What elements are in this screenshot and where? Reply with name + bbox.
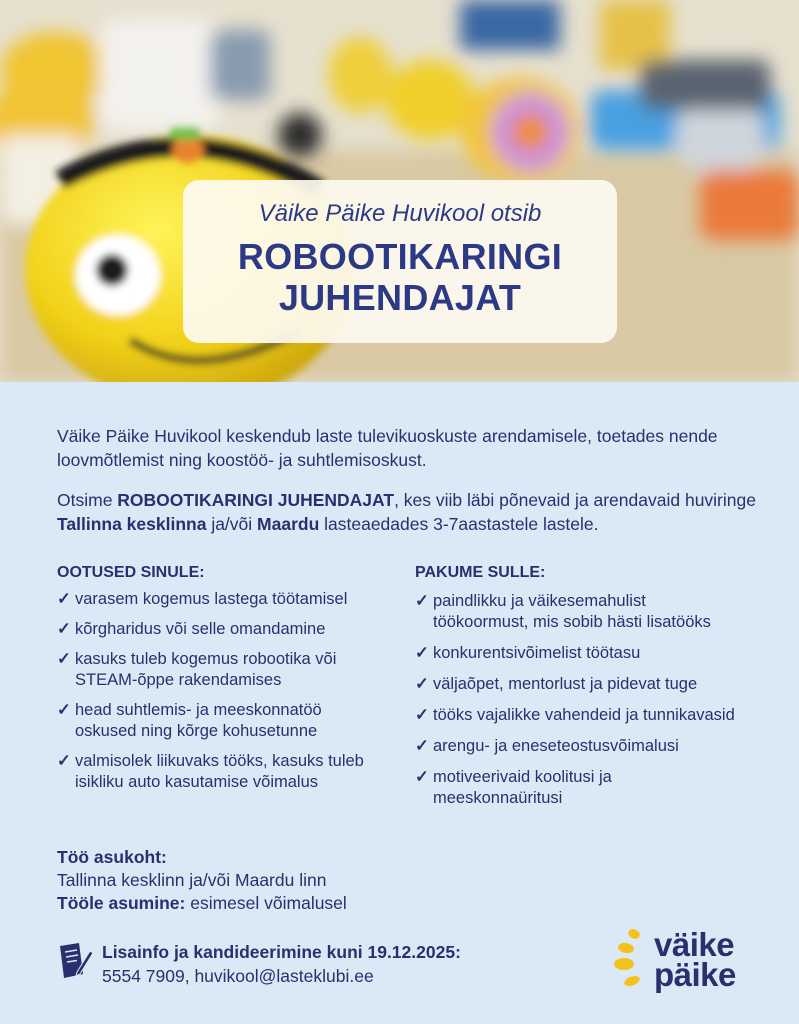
- list-item: [57, 619, 377, 640]
- check-icon: ✓: [415, 675, 429, 693]
- start-value: esimesel võimalusel: [185, 893, 347, 913]
- list-item: [57, 649, 377, 691]
- contact-text: [102, 940, 461, 988]
- expectations-section: [57, 562, 377, 802]
- intro-text-span: Otsime: [57, 490, 118, 510]
- list-item-text: valmisolek liikuvaks tööks, kasuks tuleb isikliku auto kasutamise võimalus: [75, 752, 364, 791]
- hero-subtitle: Väike Päike Huvikool otsib: [258, 200, 542, 227]
- check-icon: ✓: [415, 592, 429, 610]
- sun-rays-icon: [612, 926, 652, 992]
- offers-section: [415, 562, 735, 819]
- start-row: [57, 892, 457, 915]
- list-item-text: kasuks tuleb kogemus robootika või STEAM-õppe rakendamises: [75, 650, 337, 689]
- contact-heading: Lisainfo ja kandideerimine kuni 19.12.2025:: [102, 942, 461, 962]
- start-label: Tööle asumine:: [57, 893, 186, 913]
- check-icon: ✓: [57, 590, 71, 608]
- list-item-text: arengu- ja eneseteostusvõimalusi: [433, 737, 679, 755]
- intro-text-span: ja/või: [206, 514, 258, 534]
- list-item-text: konkurentsivõimelist töötasu: [433, 644, 641, 662]
- list-item-text: varasem kogemus lastega töötamisel: [75, 590, 348, 608]
- check-icon: ✓: [57, 752, 71, 770]
- intro-paragraph-2: [57, 488, 757, 536]
- list-item: [415, 643, 735, 664]
- check-icon: ✓: [415, 737, 429, 755]
- intro-paragraph-1: Väike Päike Huvikool keskendub laste tulevikuoskuste arendamisele, toetades nende loovmõtlemist ning koostöö- ja suhtlemisoskust.: [57, 426, 718, 470]
- document-pen-icon: [57, 942, 93, 982]
- list-item-text: motiveerivaid koolitusi ja meeskonnaüritusi: [433, 768, 612, 807]
- intro-text: [57, 424, 757, 552]
- offers-heading: PAKUME SULLE:: [415, 564, 546, 581]
- offers-list: [415, 591, 735, 809]
- check-icon: ✓: [57, 620, 71, 638]
- hero-title-line2: JUHENDAJAT: [278, 277, 522, 318]
- intro-position-name: ROBOOTIKARINGI JUHENDAJAT: [117, 490, 395, 510]
- location-label: Töö asukoht:: [57, 847, 167, 867]
- list-item-text: kõrgharidus või selle omandamine: [75, 620, 326, 638]
- hero-photo: [0, 0, 799, 382]
- check-icon: ✓: [57, 701, 71, 719]
- list-item: [415, 705, 735, 726]
- check-icon: ✓: [57, 650, 71, 668]
- list-item: [57, 700, 377, 742]
- expectations-heading: OOTUSED SINULE:: [57, 564, 205, 581]
- location-value: Tallinna kesklinn ja/või Maardu linn: [57, 870, 327, 890]
- intro-location-maardu: Maardu: [257, 514, 320, 534]
- list-item: [57, 589, 377, 610]
- intro-location-tallinn: Tallinna kesklinna: [57, 514, 207, 534]
- hero-title-line1: ROBOOTIKARINGI: [237, 236, 563, 277]
- intro-text-span: , kes viib läbi põnevaid ja arendavaid huviringe: [394, 490, 756, 510]
- logo-word-1: väike: [654, 926, 735, 963]
- list-item: [57, 751, 377, 793]
- intro-text-span: lasteaedades 3-7aastastele lastele.: [319, 514, 599, 534]
- contact-details[interactable]: 5554 7909, huvikool@lasteklubi.ee: [102, 966, 374, 986]
- list-item: [415, 591, 735, 633]
- expectations-list: [57, 589, 377, 793]
- title-card: [183, 180, 617, 343]
- list-item-text: väljaõpet, mentorlust ja pidevat tuge: [433, 675, 698, 693]
- list-item-text: head suhtlemis- ja meeskonnatöö oskused ning kõrge kohusetunne: [75, 701, 322, 740]
- list-item: [415, 736, 735, 757]
- list-item-text: tööks vajalikke vahendeid ja tunnikavasid: [433, 706, 735, 724]
- logo-word-2: päike: [654, 956, 736, 993]
- vaike-paike-logo: [612, 926, 752, 992]
- check-icon: ✓: [415, 706, 429, 724]
- location-section: [57, 846, 457, 915]
- list-item-text: paindlikku ja väikesemahulist töökoormust, mis sobib hästi lisatööks: [433, 592, 711, 631]
- hero-title: [183, 236, 617, 318]
- list-item: [415, 674, 735, 695]
- list-item: [415, 767, 735, 809]
- check-icon: ✓: [415, 644, 429, 662]
- check-icon: ✓: [415, 768, 429, 786]
